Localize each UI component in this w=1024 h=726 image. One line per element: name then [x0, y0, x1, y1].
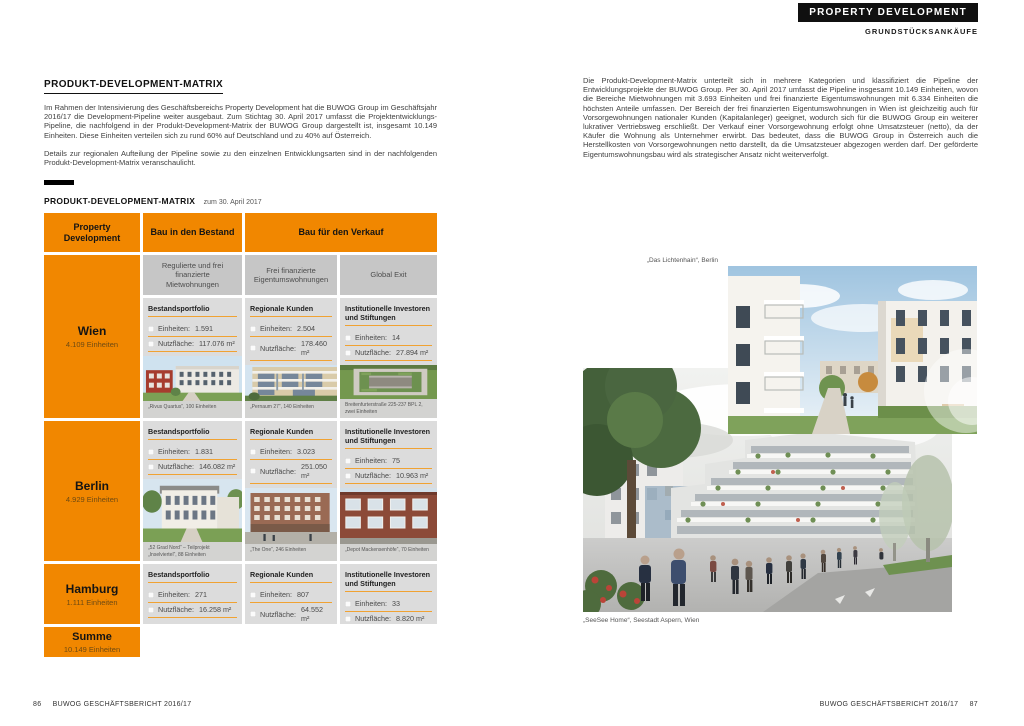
matrix-cell-wien-institutionelle [340, 298, 437, 418]
photo-wien-bestandsportfolio [143, 356, 242, 401]
category-bar [798, 3, 978, 22]
checkbox-icon [250, 326, 256, 332]
section-label: Regionale Kunden [250, 304, 332, 317]
photo-berlin-institutionelle [340, 488, 437, 544]
checkbox-icon [345, 335, 351, 341]
city-total: 4.929 Einheiten [65, 494, 119, 504]
checkbox-icon [345, 473, 351, 479]
stat-einheiten [148, 445, 237, 460]
matrix-cell-berlin-bestandsportfolio [143, 421, 242, 561]
paragraph: Details zur regionalen Aufteilung der Pipeline sowie zu den einzelnen Entwicklungsarten sind in der nachfolgenden Produkt-Development-Matrix veranschaulicht. [44, 148, 437, 168]
matrix-corner-header: Property Development [44, 213, 140, 252]
stat-label: Nutzfläche: [260, 466, 296, 476]
footer-text: BUWOG GESCHÄFTSBERICHT 2016/17 [819, 701, 959, 708]
checkbox-icon [250, 449, 256, 455]
section-marker-bar [44, 180, 74, 185]
stat-value: 1.831 [194, 447, 213, 456]
section-label: Institutionelle Investoren und Stiftungen [345, 304, 432, 326]
matrix-subheader-global-exit: Global Exit [340, 255, 437, 295]
stat-nutzflaeche [148, 460, 237, 475]
section-heading: PRODUKT-DEVELOPMENT-MATRIX [44, 79, 223, 94]
city-name: Wien [77, 324, 107, 338]
city-name: Berlin [74, 478, 109, 493]
stat-label: Nutzfläche: [260, 343, 296, 353]
stat-value: 33 [391, 599, 400, 608]
stat-nutzflaeche [345, 469, 432, 484]
photo-das-lichtenhain-berlin [728, 266, 977, 434]
stat-value: 3.023 [296, 447, 315, 456]
stat-einheiten [250, 445, 332, 460]
matrix-colgroup-verkauf: Bau für den Verkauf [245, 213, 437, 252]
checkbox-icon [250, 592, 256, 598]
matrix-row-header-berlin [44, 421, 140, 561]
image-caption-seesee-home: „SeeSee Home“, Seestadt Aspern, Wien [583, 617, 700, 624]
section-label: Bestandsportfolio [148, 427, 237, 440]
photo-caption: „The One“, 246 Einheiten [245, 544, 337, 561]
city-name: Hamburg [65, 581, 119, 596]
stat-label: Nutzfläche: [260, 609, 296, 619]
summe-total: 10.149 Einheiten [63, 644, 121, 654]
stats [143, 317, 242, 352]
photo-caption: „Depot Mackensenhöfe“, 70 Einheiten [340, 544, 437, 561]
stat-label: Einheiten: [260, 590, 292, 599]
stat-nutzflaeche [250, 603, 332, 624]
checkbox-icon [345, 458, 351, 464]
matrix-caption [44, 191, 437, 209]
stat-label: Nutzfläche: [355, 471, 391, 480]
stat-label: Nutzfläche: [158, 605, 194, 614]
matrix-cell-hamburg-bestandsportfolio [143, 564, 242, 624]
stat-value: 1.591 [194, 324, 213, 333]
checkbox-icon [148, 592, 154, 598]
stat-label: Einheiten: [158, 447, 190, 456]
section-label: Regionale Kunden [250, 570, 332, 583]
photo-wien-regionale-kunden [245, 365, 337, 401]
stat-einheiten [345, 454, 432, 469]
stat-einheiten [250, 588, 332, 603]
section-label: Regionale Kunden [250, 427, 332, 440]
stat-label: Einheiten: [158, 590, 190, 599]
checkbox-icon [148, 326, 154, 332]
checkbox-icon [148, 464, 154, 470]
stat-value: 8.820 m² [395, 614, 425, 623]
photo-caption: Breitenfurterstraße 225-237 BPL 2, zwei Einheiten [340, 399, 437, 418]
stat-label: Einheiten: [260, 324, 292, 333]
photo-caption: „Rivus Quartus“, 100 Einheiten [143, 401, 242, 418]
stat-label: Nutzfläche: [355, 348, 391, 357]
matrix-row-header-hamburg [44, 564, 140, 624]
checkbox-icon [148, 449, 154, 455]
category-label: PROPERTY DEVELOPMENT [809, 7, 967, 18]
stat-value: 271 [194, 590, 207, 599]
checkbox-icon [148, 341, 154, 347]
image-caption-lichtenhain: „Das Lichtenhain“, Berlin [646, 257, 718, 264]
paragraph: Im Rahmen der Intensivierung des Geschäftsbereichs Property Development hat die BUWOG Group im Geschäftsjahr 2016/17 die Development-Pipeline weiter ausgebaut. Zum Stichtag 30. April 2017 umfasst die Projektentwicklungs-Pipeline, die nachfolgend in der Produkt-Development-Matrix der BUWOG Group dargestellt ist, insgesamt 10.149 Einheiten. Diese Einheiten verteilen sich zu rund 60% auf Deutschland und zu 40% auf Österreich. [44, 103, 437, 140]
footer-right [820, 701, 978, 708]
checkbox-icon [345, 616, 351, 622]
stat-value: 807 [296, 590, 309, 599]
matrix-cell-hamburg-regionale-kunden [245, 564, 337, 624]
photo-caption: „Pernaum 27“, 140 Einheiten [245, 401, 337, 418]
stat-nutzflaeche [250, 460, 332, 484]
stats [245, 440, 337, 484]
footer-text: BUWOG GESCHÄFTSBERICHT 2016/17 [52, 701, 192, 708]
stat-value: 64.552 m² [300, 605, 323, 623]
stat-nutzflaeche [345, 346, 432, 361]
stat-nutzflaeche [148, 337, 237, 352]
matrix-colgroup-bestand: Bau in den Bestand [143, 213, 242, 252]
stat-value: 75 [391, 456, 400, 465]
matrix-cell-hamburg-institutionelle [340, 564, 437, 624]
stats [340, 326, 437, 361]
product-development-matrix [44, 213, 437, 657]
stat-value: 178.460 m² [300, 339, 327, 357]
checkbox-icon [250, 611, 256, 617]
stat-label: Einheiten: [158, 324, 190, 333]
stat-value: 146.082 m² [198, 462, 236, 471]
stat-label: Einheiten: [355, 599, 387, 608]
photo-caption: „52 Grad Nord“ – Teilprojekt „Inselviertel“, 88 Einheiten [143, 542, 242, 561]
stat-value: 10.963 m² [395, 471, 429, 480]
stat-nutzflaeche [345, 612, 432, 624]
paragraph: Die Produkt-Development-Matrix unterteilt sich in mehrere Kategorien und klassifiziert die Pipeline der Entwicklungsprojekte der BUWOG Group. Per 30. April 2017 umfasst die Pipeline insgesamt 10.149 Einheiten, wovon die Bereiche Mietwohnungen mit 3.693 Einheiten und frei finanzierte Eigentumswohnungen mit 6.334 Einheiten die höchsten Anteile umfassen. Der Bereich der frei finanzierten Eigentumswohnungen in Wien ist gleichzeitig auch für Vorsorgewohnungen nationaler Kunden (Kapitalanleger) geeignet, wodurch sich für die BUWOG Group ein weiterer lukrativer Vertriebsweg erschließt. Der Verkauf einer Vorsorgewohnung erfolgt ohne Umsatzsteuer (netto), da der Käufer die Wohnung als Unternehmer erwirbt. Das bedeutet, dass die BUWOG Group in Österreich auch die Herstellkosten von Vorsorgewohnungen netto darstellt, da die Umsatzsteuer abgezogen werden darf. Der geförderte Eigentumswohnungsbau wird als strategischer Ansatz nicht weiterverfolgt. [583, 76, 978, 159]
page-number: 87 [969, 701, 978, 708]
stat-label: Einheiten: [355, 333, 387, 342]
section-label: Bestandsportfolio [148, 570, 237, 583]
stat-nutzflaeche [148, 603, 237, 618]
stat-einheiten [148, 322, 237, 337]
city-total: 1.111 Einheiten [66, 597, 118, 607]
stat-label: Einheiten: [260, 447, 292, 456]
footer-left [33, 701, 191, 708]
matrix-cell-wien-regionale-kunden [245, 298, 337, 418]
matrix-cell-berlin-regionale-kunden [245, 421, 337, 561]
matrix-cell-wien-bestandsportfolio [143, 298, 242, 418]
stats [143, 440, 242, 475]
stat-einheiten [345, 331, 432, 346]
stat-label: Nutzfläche: [158, 339, 194, 348]
matrix-cell-berlin-institutionelle [340, 421, 437, 561]
checkbox-icon [345, 601, 351, 607]
section-label: Bestandsportfolio [148, 304, 237, 317]
stats [143, 583, 242, 618]
stat-einheiten [345, 597, 432, 612]
page-number: 86 [33, 701, 42, 708]
stats [340, 449, 437, 484]
photo-berlin-bestandsportfolio [143, 479, 242, 542]
matrix-subheader-mietwohnungen: Regulierte und frei finanzierte Mietwohnungen [143, 255, 242, 295]
stats [340, 592, 437, 624]
photo-berlin-regionale-kunden [245, 488, 337, 544]
stat-value: 117.076 m² [198, 339, 235, 348]
stats [245, 317, 337, 361]
stat-nutzflaeche [250, 337, 332, 361]
right-column [583, 76, 978, 159]
stat-label: Nutzfläche: [158, 462, 194, 471]
matrix-row-header-summe [44, 627, 140, 657]
matrix-caption-title: PRODUKT-DEVELOPMENT-MATRIX [44, 196, 196, 207]
subcategory-label: GRUNDSTÜCKSANKÄUFE [865, 27, 978, 36]
stat-einheiten [148, 588, 237, 603]
matrix-row-header-wien [44, 255, 140, 418]
section-label: Institutionelle Investoren und Stiftungen [345, 427, 432, 449]
left-column [44, 74, 437, 209]
stat-value: 2.504 [296, 324, 315, 333]
matrix-subheader-eigentumswohnungen: Frei finanzierte Eigentumswohnungen [245, 255, 337, 295]
matrix-caption-suffix: zum 30. April 2017 [203, 199, 262, 207]
checkbox-icon [345, 350, 351, 356]
stat-value: 251.050 m² [300, 462, 327, 480]
stat-value: 27.894 m² [395, 348, 429, 357]
photo-wien-institutionelle [340, 365, 437, 399]
city-total: 4.109 Einheiten [65, 340, 119, 349]
stat-value: 14 [391, 333, 400, 342]
stat-einheiten [250, 322, 332, 337]
stat-value: 16.258 m² [198, 605, 232, 614]
checkbox-icon [250, 468, 256, 474]
summe-label: Summe [72, 630, 112, 643]
section-label: Institutionelle Investoren und Stiftungen [345, 570, 432, 592]
checkbox-icon [250, 345, 256, 351]
checkbox-icon [148, 607, 154, 613]
stat-label: Einheiten: [355, 456, 387, 465]
stats [245, 583, 337, 624]
stat-label: Nutzfläche: [355, 614, 391, 623]
